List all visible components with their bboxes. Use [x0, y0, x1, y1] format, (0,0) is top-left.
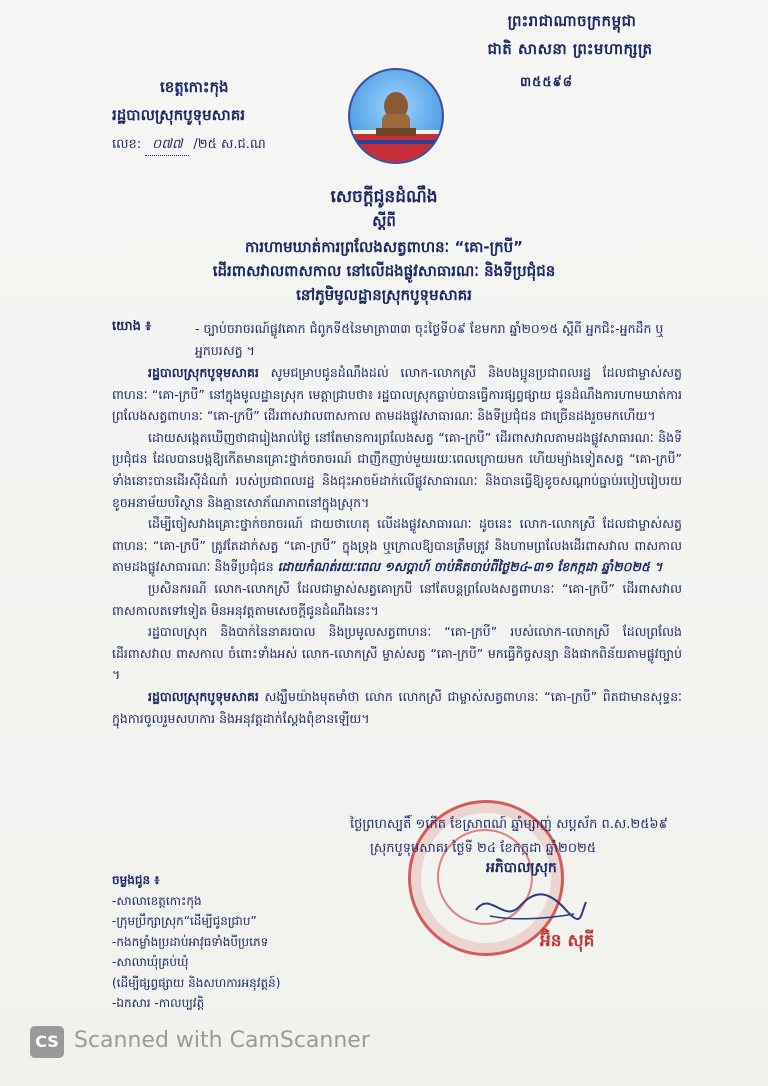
title-line-2: ដើរពាសវាលពាសកាល នៅលើដងផ្លូវសាធារណៈ និងទីប្រជុំជន [212, 262, 556, 280]
paragraph-text: សូមជម្រាបជូនដំណឹងដល់ លោក-លោកស្រី និងបងប្អូនប្រជាពលរដ្ឋ ដែលជាម្ចាស់សត្វពាហនៈ “គោ-ក្របី” នៅក្នុងមូលដ្ឋានស្រុក មេត្តាជ្រាបថា៖ រដ្ឋបាលស្រុកធ្លាប់បានធ្វើការផ្សព្វផ្សាយ ជូនដំណឹងការហាមឃាត់ការព្រលែងសត្វពាហនៈ “គោ-ក្របី” ដើរពាសវាលពាសកាល តាមដងផ្លូវសាធារណៈ និងទីប្រជុំជន ជាច្រើនដងរួចមកហើយ។ [112, 365, 682, 424]
paragraph-lead: រដ្ឋបាលស្រុកបូទុមសាគរ [148, 688, 259, 704]
paragraph-lead: រដ្ឋបាលស្រុកបូទុមសាគរ [148, 365, 259, 380]
ref-prefix: លេខ: [112, 137, 142, 152]
ref-number-value: ០៧៧ [145, 136, 189, 156]
province-name: ខេត្តកោះកុង [160, 78, 229, 96]
reference-label: យោង ៖ [112, 319, 152, 334]
handwritten-signature-icon [470, 880, 590, 930]
paragraph-text: ដោយសង្កេតឃើញថាជារៀងរាល់ថ្ងៃ នៅតែមានការព្រលែងសត្វ “គោ-ក្របី” ដើរពាសវាលតាមដងផ្លូវសាធារណៈ និងទីប្រជុំជន ដែលបានបង្កឱ្យកើតមានគ្រោះថ្នាក់ចរាចរណ៍ ជាញឹកញាប់មួយរយៈពេលក្រោយមក ហើយម្យ៉ាងទៀតសត្វ “គោ-ក្របី” ទាំងនោះបានដើរស៊ីដំណាំ របស់ប្រជាពលរដ្ឋ និងជុះអាចម៍ដាក់លើផ្លូវសាធារណៈ និងបានធ្វើឱ្យខូចសណ្ដាប់ធ្នាប់របៀបរៀបរយ ខូចអនាម័យបរិស្ថាន និងគ្មានសោភ័ណភាពនៅក្នុងស្រុក។ [112, 429, 682, 510]
body-paragraph [112, 362, 682, 427]
kingdom-line-2: ជាតិ សាសនា ព្រះមហាក្សត្រ [487, 40, 653, 58]
title-about: ស្ដីពី [372, 212, 396, 230]
paragraph-text: ប្រសិនករណី លោក-លោកស្រី ដែលជាម្ចាស់សត្វគោក្របី នៅតែបន្តព្រលែងសត្វពាហនៈ “គោ-ក្របី” ដើរពាសវាល ពាសកាលតទៅទៀត មិនអនុវត្តតាមសេចក្ដីជូនដំណឹងនេះ។ [112, 580, 682, 618]
signatory-role: អភិបាលស្រុក [486, 860, 557, 876]
deadline-emphasis: ដោយកំណត់រយៈពេល ១សប្ដាហ៍ ចាប់គិតចាប់ពីថ្ងៃ២៤-៣១ ខែកក្កដា ឆ្នាំ២០២៥ ។ [277, 559, 663, 575]
cc-item: -កងកម្លាំងប្រដាប់អាវុធទាំងបីប្រភេទ [112, 934, 269, 949]
district-emblem-icon [348, 68, 444, 164]
kingdom-line-1: ព្រះរាជាណាចក្រកម្ពុជា [507, 12, 637, 30]
body-paragraph [112, 427, 682, 513]
district-administration: រដ្ឋបាលស្រុកបូទុមសាគរ [112, 106, 246, 124]
solar-date: ស្រុកបូទុមសាគរ ថ្ងៃទី ២៤ ខែកក្កដា ឆ្នាំ២០២៥ [370, 841, 597, 856]
title-line-1: ការហាមឃាត់ការព្រលែងសត្វពាហនៈ “គោ-ក្របី” [245, 238, 523, 256]
body-paragraph [112, 621, 682, 686]
camscanner-logo-icon: CS [30, 1026, 64, 1058]
cc-item: -ក្រុមប្រឹក្សាស្រុក“ដើម្បីជូនជ្រាប” [112, 914, 257, 928]
lunar-date: ថ្ងៃព្រហស្បតិ៍ ១កើត ខែស្រាពណ៍ ឆ្នាំម្សាញ់ សប្ដស័ក ព.ស.២៥៦៩ [350, 817, 668, 832]
ref-suffix: /២៥ ស.ជ.ណ [193, 137, 266, 152]
paragraph-text: រដ្ឋបាលស្រុក និងបាក់នៃនាគរបាល និងប្រមូលសត្វពាហនៈ “គោ-ក្របី” របស់លោក-លោកស្រី ដែលព្រលែងដើរពាសវាល ពាសកាល ចំពោះទាំងអស់ លោក-លោកស្រី ម្ចាស់សត្វ “គោ-ក្របី” មកធ្វើកិច្ចសន្យា និងផាកពិន័យតាមផ្លូវច្បាប់ ។ [112, 624, 682, 683]
reference-number [112, 136, 266, 156]
paragraph-text: ដើម្បីចៀសវាងគ្រោះថ្នាក់ចរាចរណ៍ ជាយថាហេតុ លើដងផ្លូវសាធារណៈ ដូចនេះ លោក-លោកស្រី ដែលជាម្ចាស់សត្វពាហនៈ “គោ-ក្របី” ត្រូវតែដាក់សត្វ “គោ-ក្របី” ក្នុងទ្រុង ឬក្រោលឱ្យបានត្រឹមត្រូវ និងហាមព្រលែងដើរពាសវាល ពាសកាល តាមដងផ្លូវសាធារណៈ និងទីប្រជុំជន [112, 516, 682, 575]
notice-body [112, 362, 682, 729]
document-type-title: សេចក្ដីជូនដំណឹង [330, 187, 438, 207]
cc-title: ចម្លងជូន ៖ [112, 873, 160, 887]
reference-text: - ច្បាប់ចរាចរណ៍ផ្លូវគោក ជំពូកទី៥នៃមាត្រា៣៣ ចុះថ្ងៃទី០៩ ខែមករា ឆ្នាំ២០១៥ ស្ដីពី អ្នកជិះ-អ្នកដឹក ឬអ្នកបរសត្វ ។ [195, 321, 664, 358]
cc-item: -សាលាឃុំគ្រប់ឃុំ [112, 955, 189, 969]
body-paragraph [112, 578, 682, 621]
cc-item: -សាលាខេត្តកោះកុង [112, 893, 202, 908]
cc-item: -ឯកសារ -កាលប្បវត្តិ [112, 996, 205, 1010]
paragraph-text: សង្ឃឹមយ៉ាងមុតមាំថា លោក លោកស្រី ជាម្ចាស់សត្វពាហនៈ “គោ-ក្របី” ពិតជាមានសុទ្ធនៈក្នុងការចូលរួមសហការ និងអនុវត្តដាក់ស្ដែងពុំខានឡើយ។ [112, 688, 682, 726]
title-line-3: នៅភូមិមូលដ្ឋានស្រុកបូទុមសាគរ [296, 286, 472, 304]
copy-to-list [112, 870, 280, 1014]
watermark-text: Scanned with CamScanner [74, 1028, 370, 1053]
body-paragraph [112, 686, 682, 729]
signatory-name: អ៊ិន សុគី [540, 931, 595, 951]
cc-item: (ដើម្បីផ្សព្វផ្សាយ និងសហការអនុវត្តន៍) [112, 975, 281, 990]
body-paragraph [112, 513, 682, 578]
header-ornament: ៣៥៥៩៨ [520, 75, 573, 90]
